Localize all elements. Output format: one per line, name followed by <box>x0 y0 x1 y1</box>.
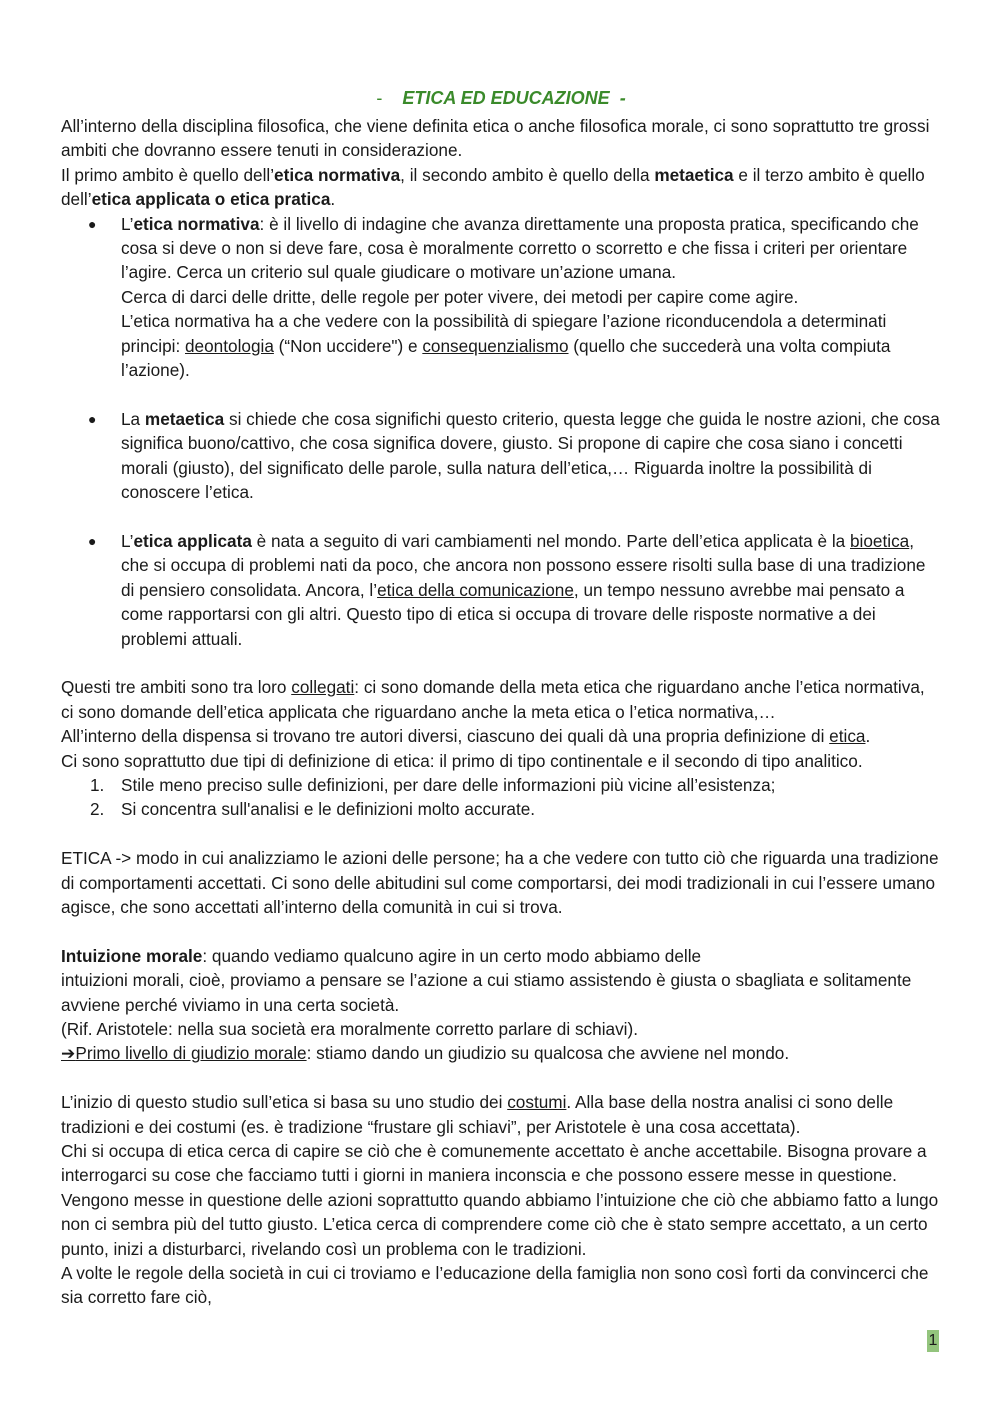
text-run: All’interno della dispensa si trovano tre autori diversi, ciascuno dei quali dà una propria definizione di <box>61 726 830 747</box>
text-run: , che si occupa di problemi nati da poco, che ancora non possono essere risolti sulla base di una tradizione di pensiero consolidata. Ancora, l’ <box>121 530 926 600</box>
spacer <box>61 919 941 943</box>
bold-term: etica normativa <box>133 213 260 234</box>
bullet-item-metaetica <box>61 407 941 505</box>
spacer <box>61 822 941 846</box>
item-number: 2. <box>90 799 105 820</box>
numbered-item <box>61 797 941 821</box>
spacer <box>61 504 941 528</box>
aristotele-note: (Rif. Aristotele: nella sua società era moralmente corretto parlare di schiavi). <box>61 1018 638 1039</box>
text-run: : stiamo dando un giudizio su qualcosa che avviene nel mondo. <box>306 1043 790 1064</box>
underlined-term: bioetica <box>850 530 910 551</box>
spacer <box>61 382 941 406</box>
etica-definition-paragraph: ETICA -> modo in cui analizziamo le azioni delle persone; ha a che vedere con tutto ciò che riguarda una tradizione di comportamenti accettati. Ci sono delle abitudini sul come comportarsi, dei modi tradizionali in cui l’essere umano agisce, che sono accettati all’interno della comunità in cui si trova. <box>61 848 939 917</box>
intro-text: All’interno della disciplina filosofica, che viene definita etica o anche filosofica morale, ci sono soprattutto tre grossi ambiti che dovranno essere tenuti in considerazione. <box>61 116 930 161</box>
underlined-term: costumi <box>507 1092 567 1113</box>
text-run: : è il livello di indagine che avanza direttamente una proposta pratica, specificando che cosa si deve o non si deve fare, cosa è moralmente corretto o scorretto e che fissa i criteri per orientare l’agire. Cerca un criterio sul quale giudicare o motivare un’azione umana. <box>121 213 919 283</box>
text-run: e il terzo ambito è quello dell’ <box>61 164 925 210</box>
ambiti-paragraph <box>61 163 941 212</box>
costumi-paragraph <box>61 1090 941 1139</box>
underlined-term: deontologia <box>185 335 274 356</box>
item-text: Si concentra sull'analisi e le definizioni molto accurate. <box>121 799 536 820</box>
text-run: . <box>865 726 871 747</box>
text-run: è nata a seguito di vari cambiamenti nel mondo. Parte dell’etica applicata è la <box>251 530 850 551</box>
text-run: . <box>330 189 336 210</box>
definizioni-paragraph: Ci sono soprattutto due tipi di definizione di etica: il primo di tipo continentale e il secondo di tipo analitico. <box>61 750 863 771</box>
giudizio-morale-line <box>61 1041 941 1065</box>
text-run: La <box>121 408 145 429</box>
underlined-term: consequenzialismo <box>422 335 569 356</box>
intuizione-detail: intuizioni morali, cioè, proviamo a pensare se l’azione a cui stiamo assistendo è giusta o sbagliata e solitamente avviene perché viviamo in una certa società. <box>61 970 912 1015</box>
item-text: Stile meno preciso sulle definizioni, per dare delle informazioni più vicine all’esistenza; <box>121 774 776 795</box>
text-run: Il primo ambito è quello dell’ <box>61 164 275 185</box>
document-title <box>61 86 941 110</box>
collegati-paragraph <box>61 675 941 724</box>
text-run: L’ <box>121 530 134 551</box>
accettabile-paragraph: Chi si occupa di etica cerca di capire se ciò che è comunemente accettato è anche accettabile. Bisogna provare a interrogarci su cose che facciamo tutti i giorni in maniera inconscia e che possono essere messe in questione. Vengono messe in questione delle azioni soprattutto quando abbiamo l’intuizione che ciò che abbiamo fatto a lungo non ci sembra più del tutto giusto. L’etica cerca di comprendere come ciò che è stato sempre accettato, a un certo punto, inizi a disturbarci, rivelando così un problema con le tradizioni. <box>61 1140 939 1259</box>
text-run: . Alla base della nostra analisi ci sono delle tradizioni e dei costumi (es. è tradizione “frustare gli schiavi”, per Aristotele è una cosa accettata). <box>61 1092 894 1137</box>
arrow-icon: ➔ <box>61 1043 76 1064</box>
document-page <box>61 86 941 1310</box>
text-run: , un tempo nessuno avrebbe mai pensato a come rapportarsi con gli altri. Questo tipo di etica si occupa di trovare delle risposte normative a dei problemi attuali. <box>121 579 905 649</box>
intuizione-paragraph <box>61 944 941 968</box>
text-run: : quando vediamo qualcuno agire in un certo modo abbiamo delle <box>202 945 702 966</box>
bullet-icon: ● <box>88 410 97 427</box>
numbered-list <box>61 773 941 822</box>
underlined-term: collegati <box>291 677 355 698</box>
bold-term: etica normativa <box>274 164 401 185</box>
title-text: ETICA ED EDUCAZIONE <box>402 88 610 108</box>
title-dash-left: - <box>376 88 383 108</box>
bold-term: etica applicata <box>133 530 252 551</box>
item-number: 1. <box>90 774 105 795</box>
bullet-icon: ● <box>88 532 97 549</box>
bullet-item-etica-applicata <box>61 529 941 651</box>
underlined-term: Primo livello di giudizio morale <box>75 1043 307 1064</box>
spacer <box>61 1066 941 1090</box>
text-run: (quello che succederà una volta compiuta l’azione). <box>121 335 891 381</box>
bullet-item-etica-normativa <box>61 212 941 383</box>
text-run: si chiede che cosa significhi questo criterio, questa legge che guida le nostre azioni, che cosa significa buono/cattivo, che cosa significa dovere, giusto. Si propone di capire che cosa siano i concetti morali (giusto), del significato delle parole, sulla natura dell’etica,… Riguarda inoltre la possibilità di conoscere l’etica. <box>121 408 940 503</box>
text-run: L’ <box>121 213 134 234</box>
page-number: 1 <box>927 1330 939 1352</box>
numbered-item <box>61 773 941 797</box>
intro-paragraph <box>61 114 941 163</box>
text-run: Cerca di darci delle dritte, delle regole per poter vivere, dei metodi per capire come agire. <box>121 286 799 307</box>
underlined-term: etica <box>829 726 866 747</box>
underlined-term: etica della comunicazione <box>377 579 574 600</box>
dispensa-paragraph <box>61 724 941 748</box>
text-run: , il secondo ambito è quello della <box>400 164 655 185</box>
regole-paragraph: A volte le regole della società in cui ci troviamo e l’educazione della famiglia non sono così forti da convincerci che sia corretto fare ciò, <box>61 1263 929 1308</box>
bold-term: etica applicata o etica pratica <box>91 189 331 210</box>
text-run: L’etica normativa ha a che vedere con la possibilità di spiegare l’azione riconducendola a determinati principi: <box>121 311 887 356</box>
text-run: L’inizio di questo studio sull’etica si basa su uno studio dei <box>61 1092 508 1113</box>
title-dash-right: - <box>619 88 626 108</box>
text-run: Questi tre ambiti sono tra loro <box>61 677 292 698</box>
bold-term: metaetica <box>654 164 734 185</box>
text-run: (“Non uccidere") e <box>273 335 423 356</box>
spacer <box>61 651 941 675</box>
bold-term: Intuizione morale <box>61 945 203 966</box>
bold-term: metaetica <box>144 408 225 429</box>
bullet-icon: ● <box>88 215 97 232</box>
text-run: : ci sono domande della meta etica che riguardano anche l’etica normativa, ci sono domande dell’etica applicata che riguardano anche la meta etica o l’etica normativa,… <box>61 677 925 722</box>
bullet-list <box>61 212 941 651</box>
